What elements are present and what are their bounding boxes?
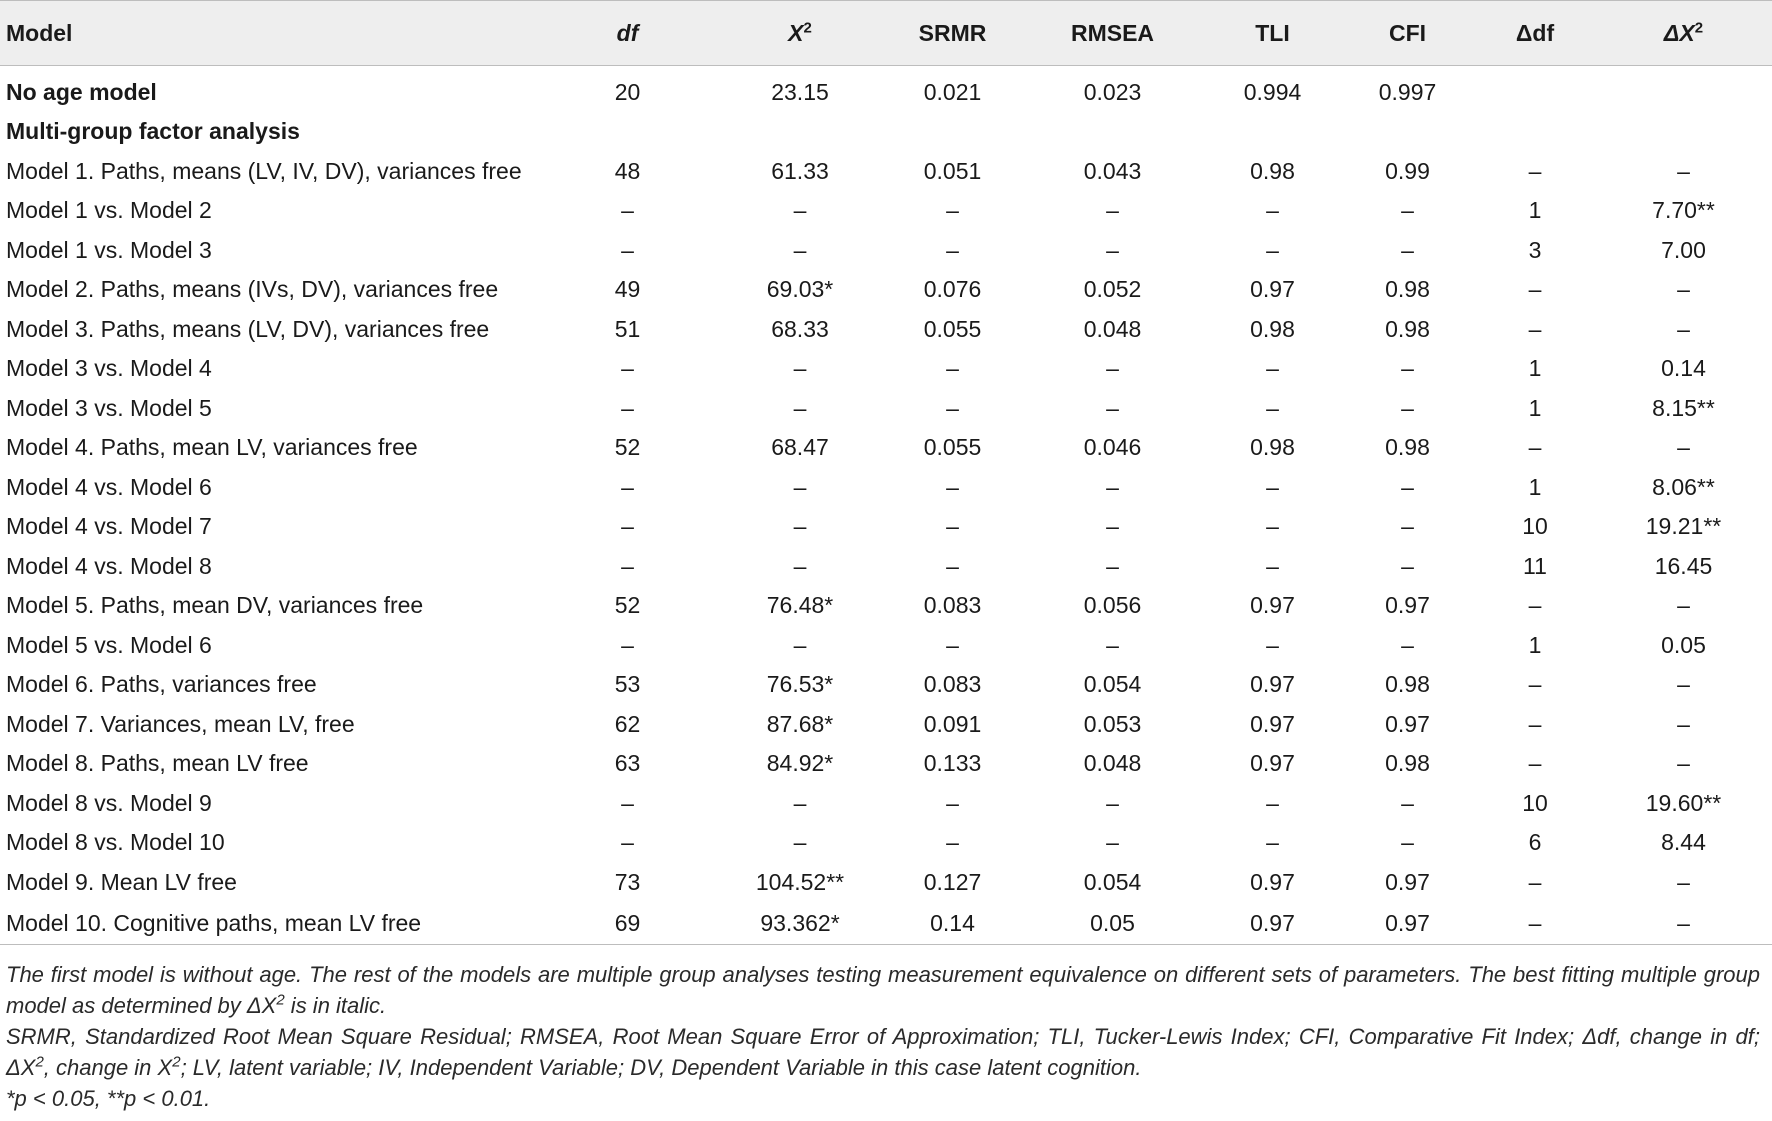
cell-df: 53 xyxy=(614,671,641,698)
cell-srmr: 0.127 xyxy=(923,868,982,895)
table-row xyxy=(0,586,1772,626)
cell-cfi: 0.97 xyxy=(1385,592,1430,619)
cell-chi-square: 104.52** xyxy=(755,868,845,895)
cell-rmsea: – xyxy=(1106,513,1119,540)
cell-srmr: 0.051 xyxy=(923,157,982,184)
cell-cfi: 0.97 xyxy=(1385,868,1430,895)
cell-tli: 0.97 xyxy=(1250,750,1295,777)
cell-rmsea xyxy=(1020,112,1205,152)
cell-df: – xyxy=(621,631,634,658)
cell-model: Model 2. Paths, means (IVs, DV), variances free xyxy=(6,276,499,303)
table-row xyxy=(0,112,1772,152)
cell-chi-square: – xyxy=(793,513,807,540)
cell-rmsea: 0.052 xyxy=(1083,276,1142,303)
cell-delta-chi-square: – xyxy=(1677,671,1690,698)
cell-tli: – xyxy=(1266,552,1279,579)
cell-delta-df: 6 xyxy=(1528,829,1542,856)
cell-chi-square: 76.53* xyxy=(766,671,834,698)
cell-rmsea: 0.023 xyxy=(1083,78,1142,105)
table-row xyxy=(0,902,1772,945)
cell-srmr: 0.133 xyxy=(923,750,982,777)
cell-srmr xyxy=(885,112,1020,152)
cell-srmr: 0.021 xyxy=(923,78,982,105)
cell-cfi: – xyxy=(1401,394,1414,421)
footnote-significance: *p < 0.05, **p < 0.01. xyxy=(6,1086,211,1111)
table-row xyxy=(0,705,1772,745)
cell-cfi: – xyxy=(1401,197,1414,224)
cell-model: Model 4. Paths, mean LV, variances free xyxy=(6,434,418,461)
table-footnotes xyxy=(6,959,1760,1114)
cell-model: No age model xyxy=(6,78,157,105)
cell-cfi: – xyxy=(1401,355,1414,382)
cell-rmsea: 0.048 xyxy=(1083,315,1142,342)
cell-delta-chi-square xyxy=(1595,66,1772,113)
cell-tli: – xyxy=(1266,355,1279,382)
cell-model: Model 3 vs. Model 4 xyxy=(6,355,212,382)
cell-tli: – xyxy=(1266,513,1279,540)
cell-delta-df: – xyxy=(1528,434,1542,461)
header-model: Model xyxy=(0,1,540,66)
table-row xyxy=(0,152,1772,192)
table-row xyxy=(0,547,1772,587)
cell-delta-df: 3 xyxy=(1528,236,1542,263)
cell-model: Model 5. Paths, mean DV, variances free xyxy=(6,592,424,619)
cell-model: Model 7. Variances, mean LV, free xyxy=(6,710,355,737)
cell-delta-chi-square: – xyxy=(1677,434,1690,461)
table-row xyxy=(0,823,1772,863)
cell-chi-square: 93.362* xyxy=(715,902,885,945)
cell-delta-df: 1 xyxy=(1528,197,1542,224)
header-rmsea: RMSEA xyxy=(1020,1,1205,66)
cell-delta-chi-square: 0.05 xyxy=(1661,631,1706,658)
cell-tli: – xyxy=(1266,473,1279,500)
cell-df: – xyxy=(621,236,634,263)
cell-tli: 0.98 xyxy=(1250,157,1295,184)
cell-model: Model 4 vs. Model 6 xyxy=(6,473,212,500)
cell-model: Model 9. Mean LV free xyxy=(6,868,237,895)
cell-cfi: 0.98 xyxy=(1385,434,1430,461)
cell-srmr: 0.14 xyxy=(885,902,1020,945)
cell-df: – xyxy=(621,552,634,579)
cell-model: Model 1 vs. Model 2 xyxy=(6,197,212,224)
cell-df: – xyxy=(621,473,634,500)
table-row xyxy=(0,310,1772,350)
cell-model: Model 1 vs. Model 3 xyxy=(6,236,212,263)
cell-tli: – xyxy=(1266,631,1279,658)
cell-df: – xyxy=(621,513,634,540)
cell-delta-df xyxy=(1475,112,1595,152)
cell-model: Model 5 vs. Model 6 xyxy=(6,631,212,658)
cell-chi-square: 87.68* xyxy=(766,710,834,737)
cell-rmsea: 0.046 xyxy=(1083,434,1142,461)
cell-delta-chi-square: 7.00 xyxy=(1661,236,1706,263)
cell-delta-chi-square: 8.44 xyxy=(1661,829,1706,856)
header-delta-df: Δdf xyxy=(1475,1,1595,66)
cell-delta-chi-square: – xyxy=(1677,710,1690,737)
table-row xyxy=(0,626,1772,666)
cell-chi-square: – xyxy=(793,394,807,421)
cell-df: 52 xyxy=(614,592,641,619)
table-row xyxy=(0,863,1772,903)
cell-model: Model 3. Paths, means (LV, DV), variances free xyxy=(6,315,490,342)
cell-tli: – xyxy=(1266,394,1279,421)
cell-cfi: – xyxy=(1401,829,1414,856)
cell-srmr: 0.055 xyxy=(923,434,982,461)
cell-delta-df: 1 xyxy=(1528,473,1542,500)
cell-rmsea: 0.048 xyxy=(1083,750,1142,777)
cell-srmr: – xyxy=(946,473,959,500)
cell-model: Model 3 vs. Model 5 xyxy=(6,394,212,421)
cell-df: 63 xyxy=(614,750,641,777)
cell-chi-square: – xyxy=(793,789,807,816)
cell-delta-df: – xyxy=(1528,592,1542,619)
cell-srmr: 0.091 xyxy=(923,710,982,737)
cell-df: – xyxy=(621,394,634,421)
cell-delta-chi-square: 8.06** xyxy=(1652,473,1715,500)
cell-rmsea: 0.054 xyxy=(1083,671,1142,698)
cell-cfi: 0.97 xyxy=(1385,710,1430,737)
cell-chi-square: 61.33 xyxy=(771,157,829,184)
cell-cfi: 0.98 xyxy=(1385,276,1430,303)
cell-model: Multi-group factor analysis xyxy=(6,118,300,145)
cell-srmr: – xyxy=(946,513,959,540)
cell-cfi: – xyxy=(1401,236,1414,263)
cell-tli: – xyxy=(1266,197,1279,224)
cell-chi-square: – xyxy=(793,631,807,658)
cell-model: Model 6. Paths, variances free xyxy=(6,671,317,698)
cell-chi-square xyxy=(715,112,885,152)
table-row xyxy=(0,191,1772,231)
cell-cfi: – xyxy=(1401,631,1414,658)
header-df: df xyxy=(540,1,715,66)
cell-cfi: – xyxy=(1401,513,1414,540)
cell-tli: 0.97 xyxy=(1250,868,1295,895)
table-row xyxy=(0,468,1772,508)
cell-df: 51 xyxy=(614,315,641,342)
table-body xyxy=(0,66,1772,945)
cell-tli: 0.98 xyxy=(1250,434,1295,461)
cell-srmr: 0.055 xyxy=(923,315,982,342)
cell-srmr: – xyxy=(946,197,959,224)
cell-tli: – xyxy=(1266,236,1279,263)
cell-df: 52 xyxy=(614,434,641,461)
cell-chi-square: 23.15 xyxy=(771,78,829,105)
cell-tli: 0.97 xyxy=(1250,592,1295,619)
cell-chi-square: 68.47 xyxy=(771,434,829,461)
cell-srmr: – xyxy=(946,829,959,856)
header-chi-square: $X^2$ xyxy=(715,1,885,66)
cell-delta-chi-square: 16.45 xyxy=(1654,552,1713,579)
cell-model: Model 4 vs. Model 8 xyxy=(6,552,212,579)
cell-model: Model 8 vs. Model 10 xyxy=(6,829,225,856)
header-delta-chi-square: $\Delta X^2$ xyxy=(1595,1,1772,66)
cell-delta-chi-square: – xyxy=(1595,902,1772,945)
table-row xyxy=(0,744,1772,784)
table-row xyxy=(0,507,1772,547)
cell-cfi xyxy=(1340,112,1475,152)
cell-delta-df: 11 xyxy=(1523,552,1547,579)
cell-df: – xyxy=(621,829,634,856)
cell-chi-square: – xyxy=(793,829,807,856)
cell-chi-square: 69.03* xyxy=(766,276,834,303)
cell-cfi: 0.99 xyxy=(1385,157,1430,184)
cell-rmsea: – xyxy=(1106,236,1119,263)
cell-rmsea: 0.056 xyxy=(1083,592,1142,619)
cell-chi-square: – xyxy=(793,552,807,579)
cell-delta-df xyxy=(1475,66,1595,113)
cell-delta-df: – xyxy=(1475,902,1595,945)
cell-rmsea: – xyxy=(1106,829,1119,856)
cell-cfi: 0.997 xyxy=(1378,78,1437,105)
cell-df xyxy=(540,112,715,152)
header-cfi: CFI xyxy=(1340,1,1475,66)
cell-rmsea: – xyxy=(1106,789,1119,816)
cell-model: Model 8 vs. Model 9 xyxy=(6,789,212,816)
cell-cfi: – xyxy=(1401,789,1414,816)
table-row xyxy=(0,389,1772,429)
cell-delta-df: 1 xyxy=(1528,631,1542,658)
cell-srmr: 0.083 xyxy=(923,592,982,619)
cell-chi-square: 84.92* xyxy=(766,750,834,777)
cell-tli: 0.98 xyxy=(1250,315,1295,342)
header-row xyxy=(0,1,1772,66)
cell-df: 48 xyxy=(614,157,641,184)
cell-rmsea: – xyxy=(1106,631,1119,658)
table-row xyxy=(0,784,1772,824)
cell-tli: 0.97 xyxy=(1250,710,1295,737)
cell-rmsea: 0.05 xyxy=(1020,902,1205,945)
cell-tli: 0.97 xyxy=(1250,671,1295,698)
header-srmr: SRMR xyxy=(885,1,1020,66)
cell-cfi: 0.97 xyxy=(1340,902,1475,945)
cell-df: 73 xyxy=(614,868,641,895)
table-row xyxy=(0,231,1772,271)
cell-delta-chi-square: – xyxy=(1677,592,1690,619)
cell-rmsea: – xyxy=(1106,473,1119,500)
cell-chi-square: 76.48* xyxy=(766,592,834,619)
cell-df: 49 xyxy=(614,276,641,303)
cell-delta-chi-square: – xyxy=(1677,868,1690,895)
cell-cfi: 0.98 xyxy=(1385,750,1430,777)
cell-cfi: – xyxy=(1401,473,1414,500)
cell-delta-df: 10 xyxy=(1522,789,1548,816)
cell-df: 69 xyxy=(540,902,715,945)
cell-model: Model 4 vs. Model 7 xyxy=(6,513,212,540)
cell-delta-chi-square: 0.14 xyxy=(1661,355,1706,382)
cell-tli: – xyxy=(1266,789,1279,816)
cell-delta-chi-square: – xyxy=(1677,157,1690,184)
cell-tli xyxy=(1205,112,1340,152)
cell-delta-chi-square xyxy=(1595,112,1772,152)
cell-srmr: 0.076 xyxy=(923,276,982,303)
cell-delta-df: – xyxy=(1528,315,1542,342)
header-tli: TLI xyxy=(1205,1,1340,66)
cell-srmr: – xyxy=(946,355,959,382)
cell-srmr: – xyxy=(946,236,959,263)
footnote-abbreviations: SRMR, Standardized Root Mean Square Residual; RMSEA, Root Mean Square Error of Approximation; TLI, Tucker-Lewis Index; CFI, Comparative Fit Index; Δdf, change in df; $\Delta X^2$, change in $X^2$; LV, latent variable; IV, Independent Variable; DV, Dependent Variable in this case latent cognition. xyxy=(6,1024,1760,1080)
table-row xyxy=(0,428,1772,468)
cell-delta-chi-square: 19.60** xyxy=(1645,789,1722,816)
cell-rmsea: 0.054 xyxy=(1083,868,1142,895)
cell-delta-chi-square: – xyxy=(1677,750,1690,777)
cell-delta-chi-square: 19.21** xyxy=(1645,513,1722,540)
cell-tli: 0.97 xyxy=(1250,276,1295,303)
cell-rmsea: – xyxy=(1106,552,1119,579)
cell-tli: 0.994 xyxy=(1243,78,1302,105)
cell-rmsea: 0.053 xyxy=(1083,710,1142,737)
cell-model: Model 10. Cognitive paths, mean LV free xyxy=(0,902,540,945)
cell-srmr: – xyxy=(946,552,959,579)
cell-chi-square: – xyxy=(793,355,807,382)
cell-cfi: 0.98 xyxy=(1385,671,1430,698)
cell-rmsea: – xyxy=(1106,394,1119,421)
cell-model: Model 8. Paths, mean LV free xyxy=(6,750,309,777)
cell-delta-df: – xyxy=(1528,157,1542,184)
cell-delta-df: – xyxy=(1528,750,1542,777)
cell-srmr: – xyxy=(946,789,959,816)
cell-delta-df: 1 xyxy=(1528,355,1542,382)
cell-delta-chi-square: 8.15** xyxy=(1652,394,1715,421)
cell-delta-chi-square: 7.70** xyxy=(1652,197,1715,224)
cell-chi-square: 68.33 xyxy=(771,315,829,342)
table-row xyxy=(0,66,1772,113)
cell-chi-square: – xyxy=(793,473,807,500)
cell-delta-df: – xyxy=(1528,710,1542,737)
cell-cfi: – xyxy=(1401,552,1414,579)
cell-rmsea: – xyxy=(1106,197,1119,224)
cell-delta-df: 1 xyxy=(1528,394,1542,421)
cell-delta-df: 10 xyxy=(1522,513,1548,540)
cell-chi-square: – xyxy=(793,236,807,263)
cell-srmr: 0.083 xyxy=(923,671,982,698)
cell-df: – xyxy=(621,197,634,224)
cell-delta-df: – xyxy=(1528,671,1542,698)
table-row xyxy=(0,665,1772,705)
cell-delta-chi-square: – xyxy=(1677,276,1690,303)
cell-delta-chi-square: – xyxy=(1677,315,1690,342)
cell-df: – xyxy=(621,355,634,382)
cell-srmr: – xyxy=(946,394,959,421)
cell-model: Model 1. Paths, means (LV, IV, DV), variances free xyxy=(6,157,522,184)
cell-tli: – xyxy=(1266,829,1279,856)
cell-srmr: – xyxy=(946,631,959,658)
cell-delta-df: – xyxy=(1528,276,1542,303)
cell-df: 62 xyxy=(614,710,641,737)
footnote-description: The first model is without age. The rest of the models are multiple group analyses testing measurement equivalence on different sets of parameters. The best fitting multiple group model as determined by $\Delta X^2$ is in italic. xyxy=(6,962,1760,1018)
cell-df: – xyxy=(621,789,634,816)
cell-tli: 0.97 xyxy=(1205,902,1340,945)
cell-rmsea: – xyxy=(1106,355,1119,382)
table-row xyxy=(0,270,1772,310)
table-row xyxy=(0,349,1772,389)
cell-chi-square: – xyxy=(793,197,807,224)
cell-cfi: 0.98 xyxy=(1385,315,1430,342)
cell-rmsea: 0.043 xyxy=(1083,157,1142,184)
cell-df: 20 xyxy=(614,78,641,105)
cell-delta-df: – xyxy=(1528,868,1542,895)
